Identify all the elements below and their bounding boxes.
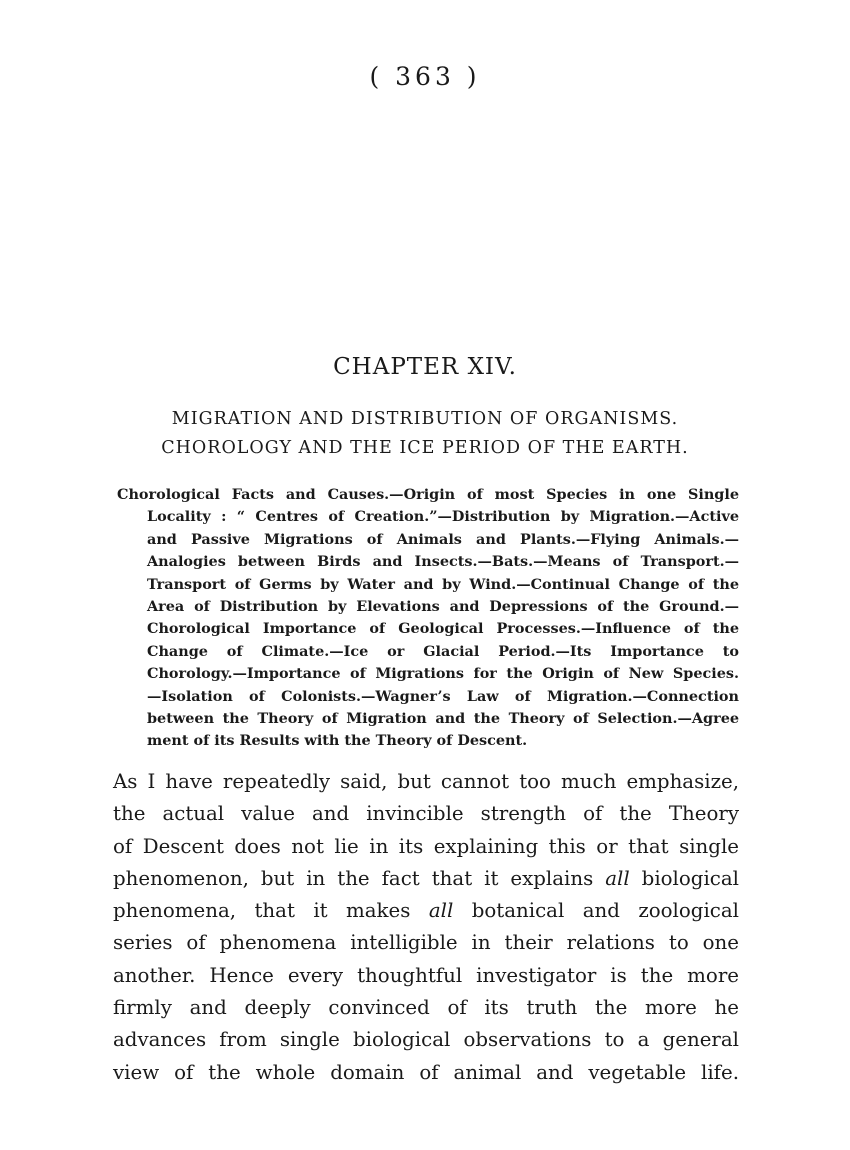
chapter-subtitle-line: CHOROLOGY AND THE ICE PERIOD OF THE EARTH. [161,438,689,458]
chapter-title: CHAPTER XIV. [333,354,517,380]
summary-line: Locality : “ Centres of Creation.”—Distribution by Migration.—Active [147,508,739,526]
body-line: series of phenomena intelligible in their relations to one [113,931,739,955]
body-line: view of the whole domain of animal and vegetable life. [113,1060,739,1084]
chapter-summary [117,484,739,753]
chapter-subtitle-line: MIGRATION AND DISTRIBUTION OF ORGANISMS. [171,409,679,429]
summary-line: ment of its Results with the Theory of Descent. [147,732,528,750]
body-line: another. Hence every thoughtful investigator is the more [113,963,739,987]
body-line: As I have repeatedly said, but cannot too much emphasize, [113,770,739,793]
body-text-segment: biological [629,866,739,890]
summary-line: Chorological Importance of Geological Processes.—Influence of the [147,620,739,638]
page-number: ( 363 ) [369,62,481,91]
body-line: advances from single biological observations to a general [113,1028,739,1052]
summary-line: and Passive Migrations of Animals and Plants.—Flying Animals.— [147,530,739,548]
summary-line: Chorology.—Importance of Migrations for the Origin of New Species. [147,665,739,683]
summary-line: —Isolation of Colonists.—Wagner’s Law of Migration.—Connection [147,687,739,705]
body-paragraph [113,766,739,1089]
emphasized-word: all [428,899,454,923]
summary-line: between the Theory of Migration and the Theory of Selection.—Agree [147,710,739,728]
summary-line: Change of Climate.—Ice or Glacial Period.—Its Importance to [147,642,739,660]
body-line: of Descent does not lie in its explaining this or that single [113,834,739,858]
body-line [113,863,739,895]
body-text-segment: phenomenon, but in the fact that it explains [113,866,606,890]
body-text-segment: phenomena, that it makes [113,899,429,923]
body-line: firmly and deeply convinced of its truth the more he [113,996,739,1020]
body-line [113,895,739,927]
body-line: the actual value and invincible strength of the Theory [113,802,739,826]
emphasized-word: all [605,866,630,890]
body-text-segment: botanical and zoological [453,899,739,923]
summary-line: Transport of Germs by Water and by Wind.—Continual Change of the [147,575,739,593]
summary-line: Area of Distribution by Elevations and Depressions of the Ground.— [147,598,739,616]
summary-line: Chorological Facts and Causes.—Origin of most Species in one Single [117,486,739,503]
summary-line: Analogies between Birds and Insects.—Bats.—Means of Transport.— [147,553,739,571]
